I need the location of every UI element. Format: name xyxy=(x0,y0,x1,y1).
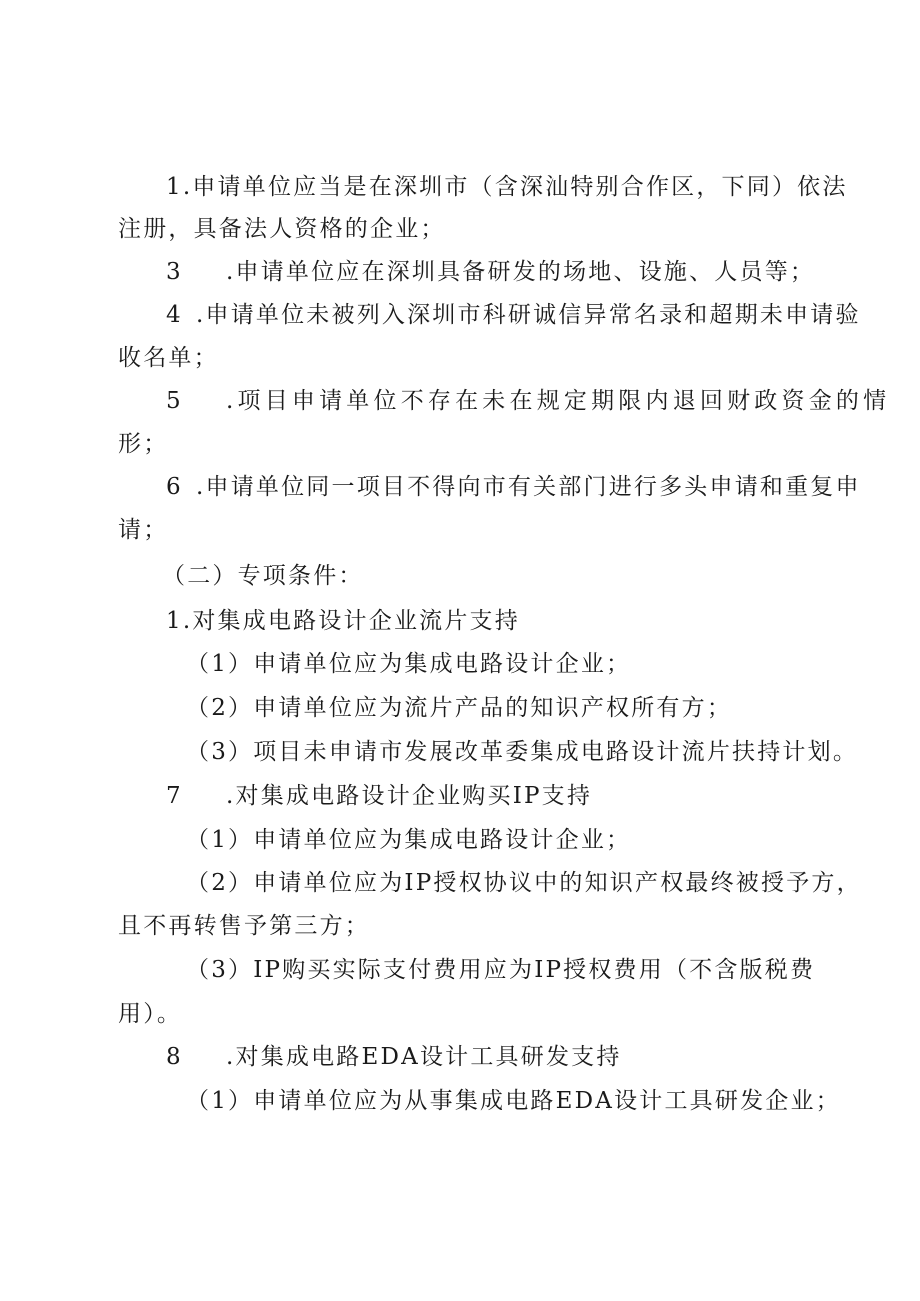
list-number: 4 xyxy=(166,302,183,328)
paragraph-line: 请； xyxy=(118,517,169,543)
section-heading: （二）专项条件： xyxy=(162,563,364,589)
list-number: 3 xyxy=(166,259,183,285)
paragraph-line: 收名单； xyxy=(118,345,219,371)
subsection-heading: .对集成电路设计企业购买IP支持 xyxy=(226,783,593,809)
list-number: 7 xyxy=(166,783,183,809)
paragraph-line: .申请单位应在深圳具备研发的场地、设施、人员等； xyxy=(226,259,816,285)
paragraph-line: 用）。 xyxy=(118,1001,183,1027)
list-number: 6 xyxy=(166,474,183,500)
paragraph-line: 1.申请单位应当是在深圳市（含深汕特别合作区，下同）依法 xyxy=(166,174,848,200)
list-item: （1）申请单位应为从事集成电路EDA设计工具研发企业； xyxy=(186,1088,841,1114)
list-item: （1）申请单位应为集成电路设计企业； xyxy=(186,651,632,677)
paragraph-line: 形； xyxy=(118,431,169,457)
list-number: 8 xyxy=(166,1044,183,1070)
list-item: （1）申请单位应为集成电路设计企业； xyxy=(186,827,632,853)
paragraph-line: 注册，具备法人资格的企业； xyxy=(118,216,446,242)
list-number: 5 xyxy=(166,388,183,414)
list-item: （3）IP购买实际支付费用应为IP授权费用（不含版税费 xyxy=(186,957,816,983)
list-item: （2）申请单位应为IP授权协议中的知识产权最终被授予方， xyxy=(186,870,862,896)
subsection-heading: 1.对集成电路设计企业流片支持 xyxy=(166,608,520,634)
paragraph-line: .申请单位未被列入深圳市科研诚信异常名录和超期未申请验 xyxy=(196,302,861,328)
paragraph-line: .申请单位同一项目不得向市有关部门进行多头申请和重复申 xyxy=(196,474,861,500)
subsection-heading: .对集成电路EDA设计工具研发支持 xyxy=(226,1044,622,1070)
paragraph-line: .项目申请单位不存在未在规定期限内退回财政资金的情 xyxy=(226,388,891,414)
paragraph-line: 且不再转售予第三方； xyxy=(118,913,370,939)
list-item: （2）申请单位应为流片产品的知识产权所有方； xyxy=(186,695,733,721)
list-item: （3）项目未申请市发展改革委集成电路设计流片扶持计划。 xyxy=(186,739,859,765)
